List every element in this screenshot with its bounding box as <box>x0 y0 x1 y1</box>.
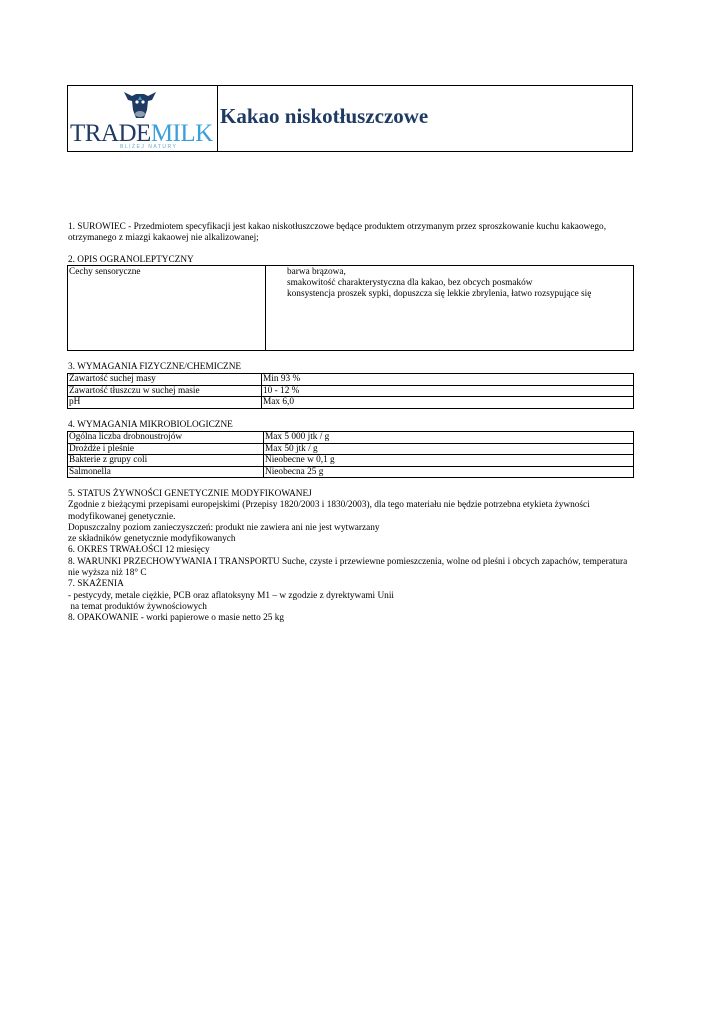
table-cell: 10 - 12 % <box>262 385 634 397</box>
section5-line: 5. STATUS ŻYWNOŚCI GENETYCZNIE MODYFIKOWANEJ <box>68 489 312 499</box>
section4-heading: 4. WYMAGANIA MIKROBIOLOGICZNE <box>68 420 233 430</box>
section2-heading: 2. OPIS OGRANOLEPTYCZNY <box>68 255 194 265</box>
table-row <box>68 397 634 409</box>
section5-line: Dopuszczalny poziom zanieczyszczeń: produkt nie zawiera ani nie jest wytwarzany <box>68 522 380 533</box>
table-row <box>68 466 634 478</box>
logo-tagline: BLIŻEJ NATURY <box>120 144 178 150</box>
document-header <box>67 85 633 152</box>
sensory-value-2: smakowitość charakterystyczna dla kakao, bez obcych posmaków <box>287 278 533 288</box>
sensory-value-3: konsystencja proszek sypki, dopuszcza się lekkie zbrylenia, łatwo rozsypujące się <box>287 289 592 299</box>
table-cell: Zawartość tłuszczu w suchej masie <box>68 385 262 397</box>
table-cell: Drożdże i pleśnie <box>68 443 264 455</box>
table-divider <box>265 266 266 350</box>
sensory-table <box>67 265 634 351</box>
table-row <box>68 443 634 455</box>
section1-line2: otrzymanego z miazgi kakaowej nie alkalizowanej; <box>68 233 259 243</box>
table-cell: Salmonella <box>68 466 264 478</box>
storage-line: 8. WARUNKI PRZECHOWYWANIA I TRANSPORTU Suche, czyste i przewiewne pomieszczenia, wolne od pleśni i obcych zapachów, temperatura <box>68 556 628 567</box>
section5-line: Zgodnie z bieżącymi przepisami europejskimi (Przepisy 1820/2003 i 1830/2003), dla tego materiału nie będzie potrzebna etykieta żywności <box>68 500 590 511</box>
cow-head-icon <box>120 88 160 122</box>
sensory-label: Cechy sensoryczne <box>69 267 141 277</box>
section5-line: ze składników genetycznie modyfikowanych <box>68 534 236 545</box>
table-cell: pH <box>68 397 262 409</box>
physchem-table <box>67 373 634 409</box>
contamination-line: - pestycydy, metale ciężkie, PCB oraz aflatoksyny M1 – w zgodzie z dyrektywami Unii <box>68 590 394 601</box>
packaging-line: 8. OPAKOWANIE - worki papierowe o masie netto 25 kg <box>68 613 285 624</box>
table-cell: Max 6,0 <box>262 397 634 409</box>
table-row <box>68 455 634 467</box>
section5-line: modyfikowanej genetycznie. <box>68 511 176 522</box>
table-cell: Nieobecna 25 g <box>264 466 634 478</box>
section5-block <box>68 489 627 625</box>
storage-line: nie wyższa niż 18° C <box>68 568 147 579</box>
table-cell: Ogólna liczba drobnoustrojów <box>68 432 264 444</box>
section1-line1: 1. SUROWIEC - Przedmiotem specyfikacji jest kakao niskotłuszczowe będące produktem otrzymanym przez sproszkowanie kuchu kakaowego, <box>68 222 607 232</box>
sensory-value-1: barwa brązowa, <box>287 267 346 277</box>
shelf-life-line: 6. OKRES TRWAŁOŚCI 12 miesięcy <box>68 545 210 556</box>
table-cell: Bakterie z grupy coli <box>68 455 264 467</box>
table-cell: Min 93 % <box>262 374 634 386</box>
contamination-heading: 7. SKAŻENIA <box>68 579 124 590</box>
logo-wordmark: TRADEMILK <box>70 120 213 147</box>
document-title: Kakao niskotłuszczowe <box>220 104 429 128</box>
table-cell: Zawartość suchej masy <box>68 374 262 386</box>
contamination-line: na temat produktów żywnościowych <box>68 601 207 612</box>
table-row <box>68 432 634 444</box>
table-cell: Max 50 jtk / g <box>264 443 634 455</box>
table-row <box>68 374 634 386</box>
micro-table <box>67 431 634 478</box>
table-cell: Max 5 000 jtk / g <box>264 432 634 444</box>
company-logo <box>68 86 218 151</box>
table-cell: Nieobecne w 0,1 g <box>264 455 634 467</box>
table-row <box>68 385 634 397</box>
section3-heading: 3. WYMAGANIA FIZYCZNE/CHEMICZNE <box>68 362 242 372</box>
